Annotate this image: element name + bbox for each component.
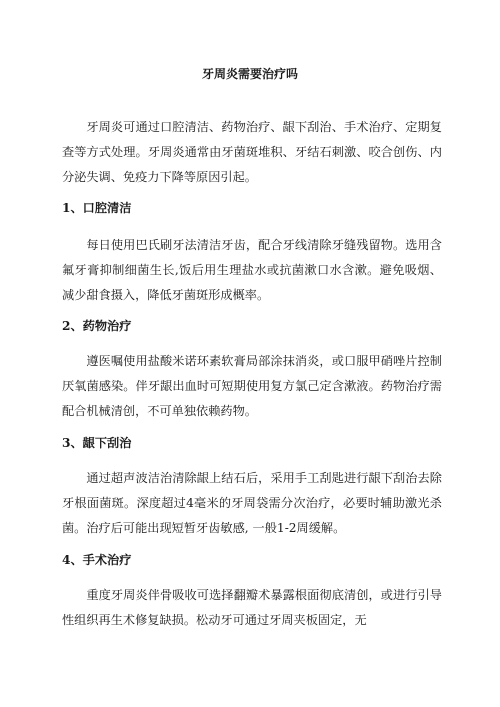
section-heading-oral-cleaning: 1、口腔清洁 (62, 201, 132, 215)
document-title: 牙周炎需要治疗吗 (201, 67, 298, 81)
section-body-subgingival-scaling: 通过超声波洁治清除龈上结石后，采用手工刮匙进行龈下刮治去除牙根面菌斑。深度超过4毫米的牙周袋需分次治疗，必要时辅助激光杀菌。治疗后可能出现短暂牙齿敏感, 一般1-2周缓解。 (62, 471, 442, 535)
section-heading-subgingival-scaling: 3、龈下刮治 (62, 436, 132, 450)
section-heading-medication: 2、药物治疗 (62, 319, 132, 333)
intro-paragraph: 牙周炎可通过口腔清洁、药物治疗、龈下刮治、手术治疗、定期复查等方式处理。牙周炎通常由牙菌斑堆积、牙结石刺激、咬合创伤、内分泌失调、免疫力下降等原因引起。 (62, 120, 442, 184)
section-body-surgery: 重度牙周炎伴骨吸收可选择翻瓣术暴露根面彻底清创，或进行引导性组织再生术修复缺损。松动牙可通过牙周夹板固定，无 (62, 588, 442, 627)
section-body-oral-cleaning: 每日使用巴氏刷牙法清洁牙齿，配合牙线清除牙缝残留物。选用含氟牙膏抑制细菌生长,饭后用生理盐水或抗菌漱口水含漱。避免吸烟、减少甜食摄入，降低牙菌斑形成概率。 (62, 238, 442, 302)
section-body-medication: 遵医嘱使用盐酸米诺环素软膏局部涂抹消炎，或口服甲硝唑片控制厌氧菌感染。伴牙龈出血时可短期使用复方氯己定含漱液。药物治疗需配合机械清创，不可单独依赖药物。 (62, 354, 442, 418)
section-heading-surgery: 4、手术治疗 (62, 553, 132, 567)
